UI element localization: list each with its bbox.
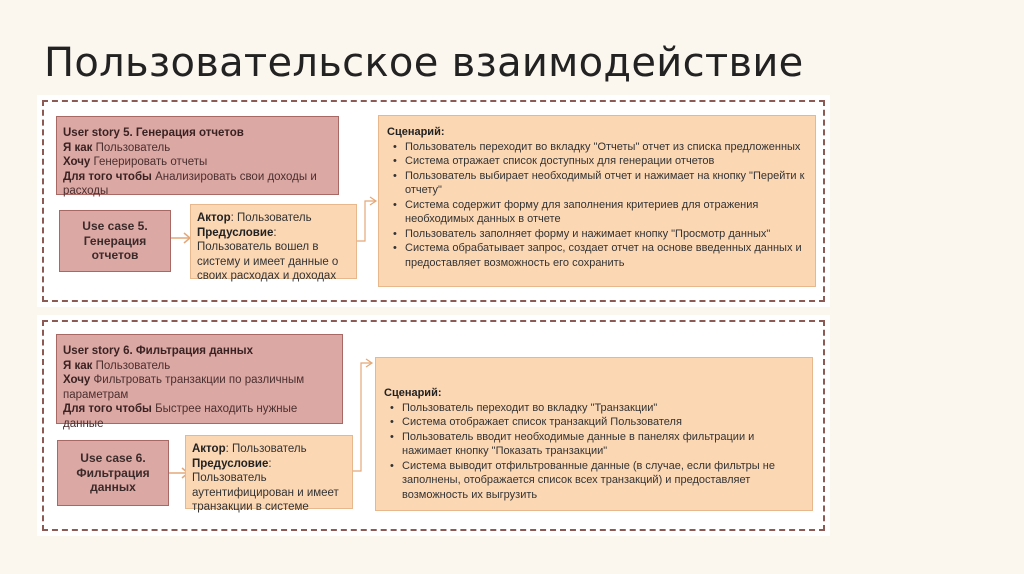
scenario-panel-1 — [37, 95, 830, 307]
precondition-label: Предусловие — [197, 226, 274, 239]
actor-value: : Пользователь — [225, 443, 307, 455]
story-as-label: Я как — [63, 141, 93, 154]
scenario-step: • Система отражает список доступных для генерации отчетов — [405, 154, 807, 169]
page-title: Пользовательское взаимодействие — [44, 40, 804, 86]
scenario-step: • Пользователь заполняет форму и нажимает кнопку "Просмотр данных" — [405, 227, 807, 242]
story-as-value: Пользователь — [95, 141, 171, 154]
use-case-line3: данных — [90, 480, 136, 495]
precondition-label: Предусловие — [192, 457, 269, 470]
actor-precondition-box — [185, 435, 353, 513]
story-as-label: Я как — [63, 359, 93, 372]
scenario-step: • Система содержит форму для заполнения критериев для отражения необходимых данных в отчете — [405, 198, 807, 227]
scenario-panel-2 — [37, 315, 830, 536]
scenario-box — [375, 357, 813, 511]
connector-arrow — [351, 357, 377, 475]
user-story-box — [56, 116, 339, 195]
scenario-box — [378, 115, 816, 287]
use-case-line2: Фильтрация — [76, 465, 150, 480]
use-case-line2: Генерация отчетов — [83, 233, 147, 263]
precondition-value: : Пользователь вошел в систему и имеет данные о своих расходах и доходах — [197, 226, 339, 282]
scenario-step: • Система обрабатывает запрос, создает отчет на основе введенных данных и предоставляет возможность его сохранить — [405, 241, 807, 270]
scenario-step: • Пользователь переходит во вкладку "Отчеты" отчет из списка предложенных — [405, 140, 807, 155]
scenario-heading: Сценарий: — [384, 387, 442, 399]
scenario-step: • Пользователь выбирает необходимый отчет и нажимает на кнопку "Перейти к отчету" — [405, 169, 807, 198]
scenario-step: • Система отображает список транзакций Пользователя — [402, 415, 804, 430]
use-case-line1: Use case 5. — [82, 219, 148, 234]
user-story-box — [56, 334, 343, 430]
use-case-box — [57, 440, 169, 506]
story-want-value: Генерировать отчеты — [93, 156, 208, 168]
scenario-step: • Система выводит отфильтрованные данные (в случае, если фильтры не заполнены, отображается список всех транзакций) и предоставляет возможность их выгрузить — [402, 459, 804, 503]
story-so-label: Для того чтобы — [63, 170, 152, 183]
precondition-value: : Пользователь аутентифицирован и имеет транзакции в системе — [192, 457, 339, 513]
story-so-value: Анализировать свои доходы и расходы — [63, 170, 317, 197]
scenario-step: • Пользователь вводит необходимые данные в панелях фильтрации и нажимает кнопку "Показать транзакции" — [402, 430, 804, 459]
story-as-value: Пользователь — [95, 359, 171, 372]
story-heading: User story 6. Фильтрация данных — [63, 345, 254, 357]
story-want-value: Фильтровать транзакции по различным параметрам — [63, 374, 305, 401]
story-want-label: Хочу — [63, 156, 91, 168]
story-want-label: Хочу — [63, 374, 91, 386]
story-so-label: Для того чтобы — [63, 403, 152, 415]
story-heading: User story 5. Генерация отчетов — [63, 127, 244, 139]
actor-label: Актор — [192, 443, 226, 455]
actor-value: : Пользователь — [230, 212, 312, 224]
actor-precondition-box — [190, 204, 357, 282]
scenario-step: • Пользователь переходит во вкладку "Транзакции" — [402, 401, 804, 416]
actor-label: Актор — [197, 212, 231, 224]
story-so-value: Быстрее находить нужные данные — [63, 403, 298, 430]
use-case-line1: Use case 6. — [80, 451, 146, 466]
use-case-box — [59, 210, 171, 272]
scenario-heading: Сценарий: — [387, 126, 445, 138]
